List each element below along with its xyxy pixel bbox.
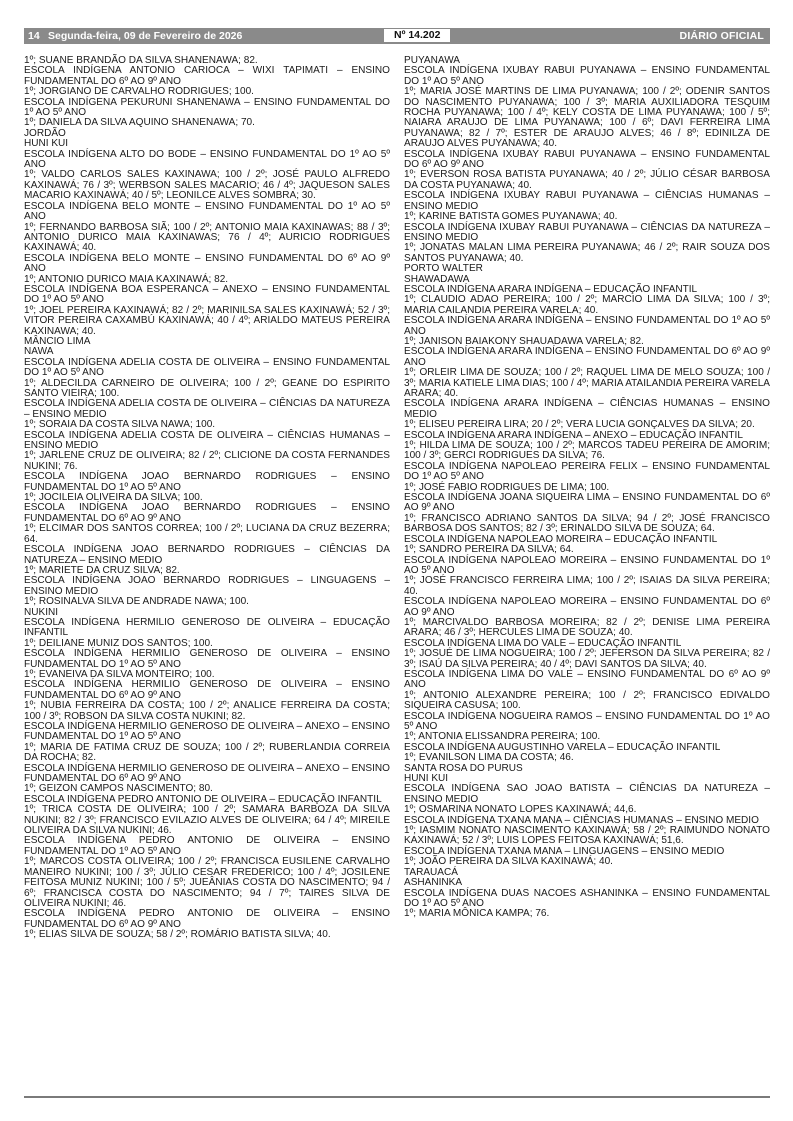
text-paragraph: 1º; JANISON BAIAKONY SHAUADAWA VARELA; 82.	[404, 335, 644, 347]
publication-date: Segunda-feira, 09 de Fevereiro de 2026	[48, 30, 243, 42]
text-paragraph: 1º; ANTONIO ALEXANDRE PEREIRA; 100 / 2º; FRANCISCO EDIVALDO SIQUEIRA CASUSA; 100.	[404, 689, 770, 712]
text-paragraph: ESCOLA INDÍGENA LIMA DO VALE – ENSINO FUNDAMENTAL DO 6º AO 9º ANO	[404, 668, 770, 691]
text-paragraph: ESCOLA INDÍGENA PEDRO ANTONIO DE OLIVEIRA – ENSINO FUNDAMENTAL DO 1º AO 5º ANO	[24, 835, 390, 857]
text-paragraph: ESCOLA INDÍGENA HERMILIO GENEROSO DE OLIVEIRA – ANEXO – ENSINO FUNDAMENTAL DO 6º AO 9º ANO	[24, 762, 390, 785]
text-paragraph: 1º; EVANILSON LIMA DA COSTA; 46.	[404, 752, 574, 764]
text-paragraph: ESCOLA INDÍGENA IXUBAY RABUI PUYANAWA – CIÊNCIAS DA NATUREZA – ENSINO MEDIO	[404, 221, 770, 243]
text-paragraph: ESCOLA INDÍGENA JOANA SIQUEIRA LIMA – ENSINO FUNDAMENTAL DO 6º AO 9º ANO	[404, 492, 770, 514]
text-paragraph: ESCOLA INDÍGENA NAPOLEAO MOREIRA – EDUCAÇÃO INFANTIL	[404, 533, 718, 545]
text-paragraph: PORTO WALTER	[404, 263, 483, 275]
text-paragraph: 1º; FRANCISCO ADRIANO SANTOS DA SILVA; 94 / 2º; JOSÉ FRANCISCO BARBOSA DOS SANTOS; 82 / 3º; ERINALDO SILVA DE SOUZA; 64.	[404, 512, 770, 535]
issue-number: Nº 14.202	[384, 29, 450, 42]
publication-title: DIÁRIO OFICIAL	[679, 30, 764, 42]
text-paragraph: ESCOLA INDÍGENA BELO MONTE – ENSINO FUNDAMENTAL DO 6º AO 9º ANO	[24, 252, 390, 275]
text-paragraph: ESCOLA INDÍGENA ADELIA COSTA DE OLIVEIRA – CIÊNCIAS DA NATUREZA – ENSINO MEDIO	[24, 398, 390, 420]
text-paragraph: ESCOLA INDÍGENA PEDRO ANTONIO DE OLIVEIRA – ENSINO FUNDAMENTAL DO 6º AO 9º ANO	[24, 908, 390, 930]
text-paragraph: 1º; OSMARINA NONATO LOPES KAXINAWÁ; 44,6.	[404, 804, 637, 816]
text-paragraph: ESCOLA INDÍGENA ARARA INDÍGENA – ENSINO FUNDAMENTAL DO 1º AO 5º ANO	[404, 315, 770, 337]
text-paragraph: HUNI KUI	[404, 773, 449, 785]
text-paragraph: 1º; JARLENE CRUZ DE OLIVEIRA; 82 / 2º; CLICIONE DA COSTA FERNANDES NUKINI; 76.	[24, 450, 390, 472]
text-paragraph: ESCOLA INDÍGENA HERMILIO GENEROSO DE OLIVEIRA – ENSINO FUNDAMENTAL DO 1º AO 5º ANO	[24, 648, 390, 670]
text-paragraph: JORDÃO	[24, 127, 66, 139]
text-paragraph: 1º; SANDRO PEREIRA DA SILVA; 64.	[404, 544, 574, 556]
text-paragraph: ESCOLA INDÍGENA ADELIA COSTA DE OLIVEIRA – ENSINO FUNDAMENTAL DO 1º AO 5º ANO	[24, 356, 390, 379]
text-paragraph: 1º; ROSINALVA SILVA DE ANDRADE NAWA; 100.	[24, 596, 249, 608]
text-paragraph: ESCOLA INDÍGENA JOAO BERNARDO RODRIGUES – CIÊNCIAS DA NATUREZA – ENSINO MEDIO	[24, 544, 390, 566]
text-paragraph: 1º; EVERSON ROSA BATISTA PUYANAWA; 40 / 2º; JÚLIO CÉSAR BARBOSA DA COSTA PUYANAWA; 40.	[404, 169, 770, 191]
text-paragraph: 1º; JOSÉ FABIO RODRIGUES DE LIMA; 100.	[404, 481, 610, 493]
text-paragraph: 1º; JOSÉ FRANCISCO FERREIRA LIMA; 100 / 2º; ISAIAS DA SILVA PEREIRA; 40.	[404, 575, 770, 597]
text-paragraph: 1º; EVANEIVA DA SILVA MONTEIRO; 100.	[24, 668, 215, 680]
text-paragraph: 1º; FERNANDO BARBOSA SIÃ; 100 / 2º; ANTONIO MAIA KAXINAWAS; 88 / 3º; ANTONIO DURICO MAIA KAXINAWAS; 76 / 4º; AURICIO RODRIGUES KAXINAWÁ; 40.	[24, 221, 390, 254]
text-paragraph: ESCOLA INDÍGENA ARARA INDÍGENA – CIÊNCIAS HUMANAS – ENSINO MEDIO	[404, 398, 770, 420]
text-paragraph: ESCOLA INDÍGENA HERMILIO GENEROSO DE OLIVEIRA – EDUCAÇÃO INFANTIL	[24, 616, 390, 639]
text-paragraph: 1º; JOSUÉ DE LIMA NOGUEIRA; 100 / 2º; JEFERSON DA SILVA PEREIRA; 82 / 3º; ISAÚ DA SILVA PEREIRA; 40 / 4º; DAVI SANTOS DA SILVA; 40.	[404, 648, 770, 670]
text-paragraph: 1º; DANIELA DA SILVA AQUINO SHANENAWA; 70.	[24, 117, 255, 129]
text-paragraph: ESCOLA INDÍGENA NAPOLEAO MOREIRA – ENSINO FUNDAMENTAL DO 6º AO 9º ANO	[404, 596, 770, 618]
text-paragraph: ESCOLA INDÍGENA JOAO BERNARDO RODRIGUES – LINGUAGENS – ENSINO MEDIO	[24, 575, 390, 597]
text-paragraph: 1º; MARIETE DA CRUZ SILVA; 82.	[24, 564, 180, 576]
text-paragraph: 1º; MARCOS COSTA OLIVEIRA; 100 / 2º; FRANCISCA EUSILENE CARVALHO MANEIRO NUKINI; 100 / 3º; JÚLIO CESAR FREDERICO; 100 / 4º; JOSILENE FEITOSA MUNIZ NUKINI; 100 / 5º; JUEÂNIAS COSTA DO NASCIMENTO; 94 / 6º; FRANCISCA COSTA DO NASCIMENTO; 94 / 7º; TAIRES SILVA DE OLIVEIRA NUKINI; 46.	[24, 856, 390, 909]
text-paragraph: 1º; MARIA DE FATIMA CRUZ DE SOUZA; 100 / 2º; RUBERLANDIA CORREIA DA ROCHA; 82.	[24, 741, 390, 764]
text-paragraph: 1º; ANTONIO DURICO MAIA KAXINAWÁ; 82.	[24, 273, 229, 285]
text-paragraph: 1º; IASMIM NONATO NASCIMENTO KAXINAWÁ; 58 / 2º; RAIMUNDO NONATO KAXINAWÁ; 52 / 3º; LUIS LOPES FEITOSA KAXINAWÁ; 51,6.	[404, 825, 770, 847]
text-paragraph: PUYANAWA	[404, 55, 461, 66]
text-paragraph: 1º; GEIZON CAMPOS NASCIMENTO; 80.	[24, 783, 213, 795]
text-paragraph: ESCOLA INDÍGENA IXUBAY RABUI PUYANAWA – CIÊNCIAS HUMANAS – ENSINO MEDIO	[404, 190, 770, 212]
text-paragraph: 1º; ELISEU PEREIRA LIRA; 20 / 2º; VERA LUCIA GONÇALVES DA SILVA; 20.	[404, 419, 755, 431]
text-paragraph: 1º; SORAIA DA COSTA SILVA NAWA; 100.	[24, 419, 216, 431]
text-paragraph: ESCOLA INDÍGENA BOA ESPERANCA – ANEXO – ENSINO FUNDAMENTAL DO 1º AO 5º ANO	[24, 283, 390, 306]
text-paragraph: 1º; DEILIANE MUNIZ DOS SANTOS; 100.	[24, 637, 213, 649]
text-paragraph: ESCOLA INDÍGENA NOGUEIRA RAMOS – ENSINO FUNDAMENTAL DO 1º AO 5º ANO	[404, 710, 770, 732]
text-paragraph: NAWA	[24, 346, 54, 358]
text-paragraph: ESCOLA INDÍGENA SAO JOAO BATISTA – CIÊNCIAS DA NATUREZA – ENSINO MEDIO	[404, 783, 770, 805]
text-paragraph: 1º; JORGIANO DE CARVALHO RODRIGUES; 100.	[24, 86, 254, 98]
text-paragraph: ESCOLA INDÍGENA PEDRO ANTONIO DE OLIVEIRA – EDUCAÇÃO INFANTIL	[24, 793, 382, 805]
text-paragraph: NUKINI	[24, 606, 59, 618]
text-paragraph: 1º; VALDO CARLOS SALES KAXINAWA; 100 / 2º; JOSÉ PAULO ALFREDO KAXINAWÁ; 76 / 3º; WERBSON SALES MACARIO; 46 / 4º; JAQUESON SALES MACARIO KAXINAWÁ; 40 / 5º; LEONILCE ALVES SOMBRA; 30.	[24, 169, 390, 202]
text-paragraph: 1º; ANTONIA ELISSANDRA PEREIRA; 100.	[404, 731, 601, 743]
text-paragraph: ESCOLA INDÍGENA JOAO BERNARDO RODRIGUES – ENSINO FUNDAMENTAL DO 1º AO 5º ANO	[24, 471, 390, 493]
text-paragraph: ESCOLA INDÍGENA TXANA MANA – CIÊNCIAS HUMANAS – ENSINO MEDIO	[404, 814, 759, 826]
text-paragraph: ESCOLA INDÍGENA ARARA INDÍGENA – ENSINO FUNDAMENTAL DO 6º AO 9º ANO	[404, 346, 770, 368]
text-paragraph: 1º; MARCIVALDO BARBOSA MOREIRA; 82 / 2º; DENISE LIMA PEREIRA ARARA; 46 / 3º; HERCULES LIMA DE SOUZA; 40.	[404, 616, 770, 639]
text-paragraph: ESCOLA INDÍGENA IXUBAY RABUI PUYANAWA – ENSINO FUNDAMENTAL DO 1º AO 5º ANO	[404, 65, 770, 87]
footer-divider	[24, 1096, 770, 1098]
text-paragraph: ESCOLA INDÍGENA ARARA INDÍGENA – ANEXO – EDUCAÇÃO INFANTIL	[404, 429, 743, 441]
text-paragraph: SHAWADAWA	[404, 273, 470, 285]
text-paragraph: 1º; SUANE BRANDÃO DA SILVA SHANENAWA; 82.	[24, 55, 258, 66]
text-paragraph: MÂNCIO LIMA	[24, 335, 91, 347]
text-paragraph: ESCOLA INDÍGENA AUGUSTINHO VARELA – EDUCAÇÃO INFANTIL	[404, 741, 721, 753]
text-paragraph: ESCOLA INDÍGENA ALTO DO BODE – ENSINO FUNDAMENTAL DO 1º AO 5º ANO	[24, 148, 390, 171]
text-paragraph: 1º; JONATAS MALAN LIMA PEREIRA PUYANAWA; 46 / 2º; RAIR SOUZA DOS SANTOS PUYANAWA; 40.	[404, 242, 770, 264]
page-header	[24, 28, 770, 44]
text-paragraph: 1º; JOEL PEREIRA KAXINAWÁ; 82 / 2º; MARINILSA SALES KAXINAWÁ; 52 / 3º; VITOR PEREIRA CAXAMBÚ KAXINAWÁ; 40 / 4º; ARIALDO MATEUS PEREIRA KAXINAWA; 40.	[24, 304, 390, 337]
text-paragraph: SANTA ROSA DO PURUS	[404, 762, 523, 774]
text-paragraph: ESCOLA INDÍGENA NAPOLEAO PEREIRA FELIX – ENSINO FUNDAMENTAL DO 1º AO 5º ANO	[404, 460, 770, 483]
left-column	[24, 56, 390, 941]
text-paragraph: ESCOLA INDÍGENA NAPOLEAO MOREIRA – ENSINO FUNDAMENTAL DO 1º AO 5º ANO	[404, 554, 770, 576]
text-paragraph: ASHANINKA	[404, 877, 463, 889]
text-paragraph: ESCOLA INDÍGENA IXUBAY RABUI PUYANAWA – ENSINO FUNDAMENTAL DO 6º AO 9º ANO	[404, 148, 770, 171]
text-paragraph: ESCOLA INDÍGENA JOAO BERNARDO RODRIGUES – ENSINO FUNDAMENTAL DO 6º AO 9º ANO	[24, 502, 390, 524]
text-paragraph: ESCOLA INDÍGENA HERMILIO GENEROSO DE OLIVEIRA – ENSINO FUNDAMENTAL DO 6º AO 9º ANO	[24, 679, 390, 701]
text-paragraph: ESCOLA INDÍGENA ARARA INDÍGENA – EDUCAÇÃO INFANTIL	[404, 283, 698, 295]
text-paragraph: 1º; ORLEIR LIMA DE SOUZA; 100 / 2º; RAQUEL LIMA DE MELO SOUZA; 100 / 3º; MARIA KATIELE LIMA DIAS; 100 / 4º; MARIA ATAILANDIA PEREIRA VARELA ARARA; 40.	[404, 367, 770, 399]
text-paragraph: HUNI KUI	[24, 138, 69, 150]
page-number: 14	[28, 30, 40, 42]
text-paragraph: ESCOLA INDÍGENA TXANA MANA – LINGUAGENS – ENSINO MEDIO	[404, 845, 725, 857]
text-paragraph: ESCOLA INDÍGENA ADELIA COSTA DE OLIVEIRA – CIÊNCIAS HUMANAS – ENSINO MEDIO	[24, 429, 390, 452]
text-paragraph: ESCOLA INDÍGENA DUAS NACOES ASHANINKA – ENSINO FUNDAMENTAL DO 1º AO 5º ANO	[404, 887, 770, 909]
text-paragraph: ESCOLA INDÍGENA HERMILIO GENEROSO DE OLIVEIRA – ANEXO – ENSINO FUNDAMENTAL DO 1º AO 5º ANO	[24, 721, 390, 743]
right-column	[404, 56, 770, 920]
text-paragraph: 1º; HILDA LIMA DE SOUZA; 100 / 2º; MARCOS TADEU PEREIRA DE AMORIM; 100 / 3º; GERCI RODRIGUES DA SILVA; 76.	[404, 440, 770, 462]
text-paragraph: ESCOLA INDÍGENA ANTONIO CARIOCA – WIXI TAPIMATI – ENSINO FUNDAMENTAL DO 6º AO 9º ANO	[24, 65, 390, 87]
text-paragraph: 1º; ELIAS SILVA DE SOUZA; 58 / 2º; ROMÁRIO BATISTA SILVA; 40.	[24, 929, 331, 941]
text-paragraph: TARAUACÁ	[404, 866, 458, 878]
text-paragraph: ESCOLA INDÍGENA BELO MONTE – ENSINO FUNDAMENTAL DO 1º AO 5º ANO	[24, 200, 390, 223]
text-paragraph: ESCOLA INDÍGENA PEKURUNI SHANENAWA – ENSINO FUNDAMENTAL DO 1º AO 5º ANO	[24, 96, 390, 119]
text-paragraph: 1º; ELCIMAR DOS SANTOS CORREA; 100 / 2º; LUCIANA DA CRUZ BEZERRA; 64.	[24, 523, 390, 545]
text-paragraph: 1º; ALDECILDA CARNEIRO DE OLIVEIRA; 100 / 2º; GEANE DO ESPIRITO SANTO VIEIRA; 100.	[24, 377, 390, 399]
text-paragraph: ESCOLA INDÍGENA LIMA DO VALE – EDUCAÇÃO INFANTIL	[404, 637, 682, 649]
text-paragraph: 1º; MARIA JOSÉ MARTINS DE LIMA PUYANAWA; 100 / 2º; ODENIR SANTOS DO NASCIMENTO PUYANAWA; 100 / 3º; MARIA AUXILIADORA TESQUIM ROCHA PUYANAWA; 100 / 4º; KELY COSTA DE LIMA PUYANAWA; 100 / 5º; NAIARA ARAUJO DE LIMA PUYANAWA; 100 / 6º; DAVI FERREIRA LIMA PUYANAWA; 82 / 7º; ESTER DE ARAUJO ALVES; 46 / 8º; EDINILZA DE ARAUJO ALVES PUYANAWA; 40.	[404, 86, 770, 150]
text-paragraph: 1º; JOÃO PEREIRA DA SILVA KAXINAWÁ; 40.	[404, 856, 613, 868]
text-paragraph: 1º; TRICA COSTA DE OLIVEIRA; 100 / 2º; SAMARA BARBOZA DA SILVA NUKINI; 82 / 3º; FRANCISCO EVILAZIO ALVES DE OLIVEIRA; 64 / 4º; MIREILE OLIVEIRA DA SILVA NUKINI; 46.	[24, 804, 390, 837]
text-paragraph: 1º; CLAUDIO ADAO PEREIRA; 100 / 2º; MARCIO LIMA DA SILVA; 100 / 3º; MARIA CAILANDIA PEREIRA VARELA; 40.	[404, 294, 770, 316]
text-paragraph: 1º; MARIA MÔNICA KAMPA; 76.	[404, 908, 550, 920]
text-paragraph: 1º; JOCILEIA OLIVEIRA DA SILVA; 100.	[24, 492, 203, 504]
text-paragraph: 1º; NUBIA FERREIRA DA COSTA; 100 / 2º; ANALICE FERREIRA DA COSTA; 100 / 3º; ROBSON DA SILVA COSTA NUKINI; 82.	[24, 700, 390, 722]
text-paragraph: 1º; KARINE BATISTA GOMES PUYANAWA; 40.	[404, 211, 618, 223]
